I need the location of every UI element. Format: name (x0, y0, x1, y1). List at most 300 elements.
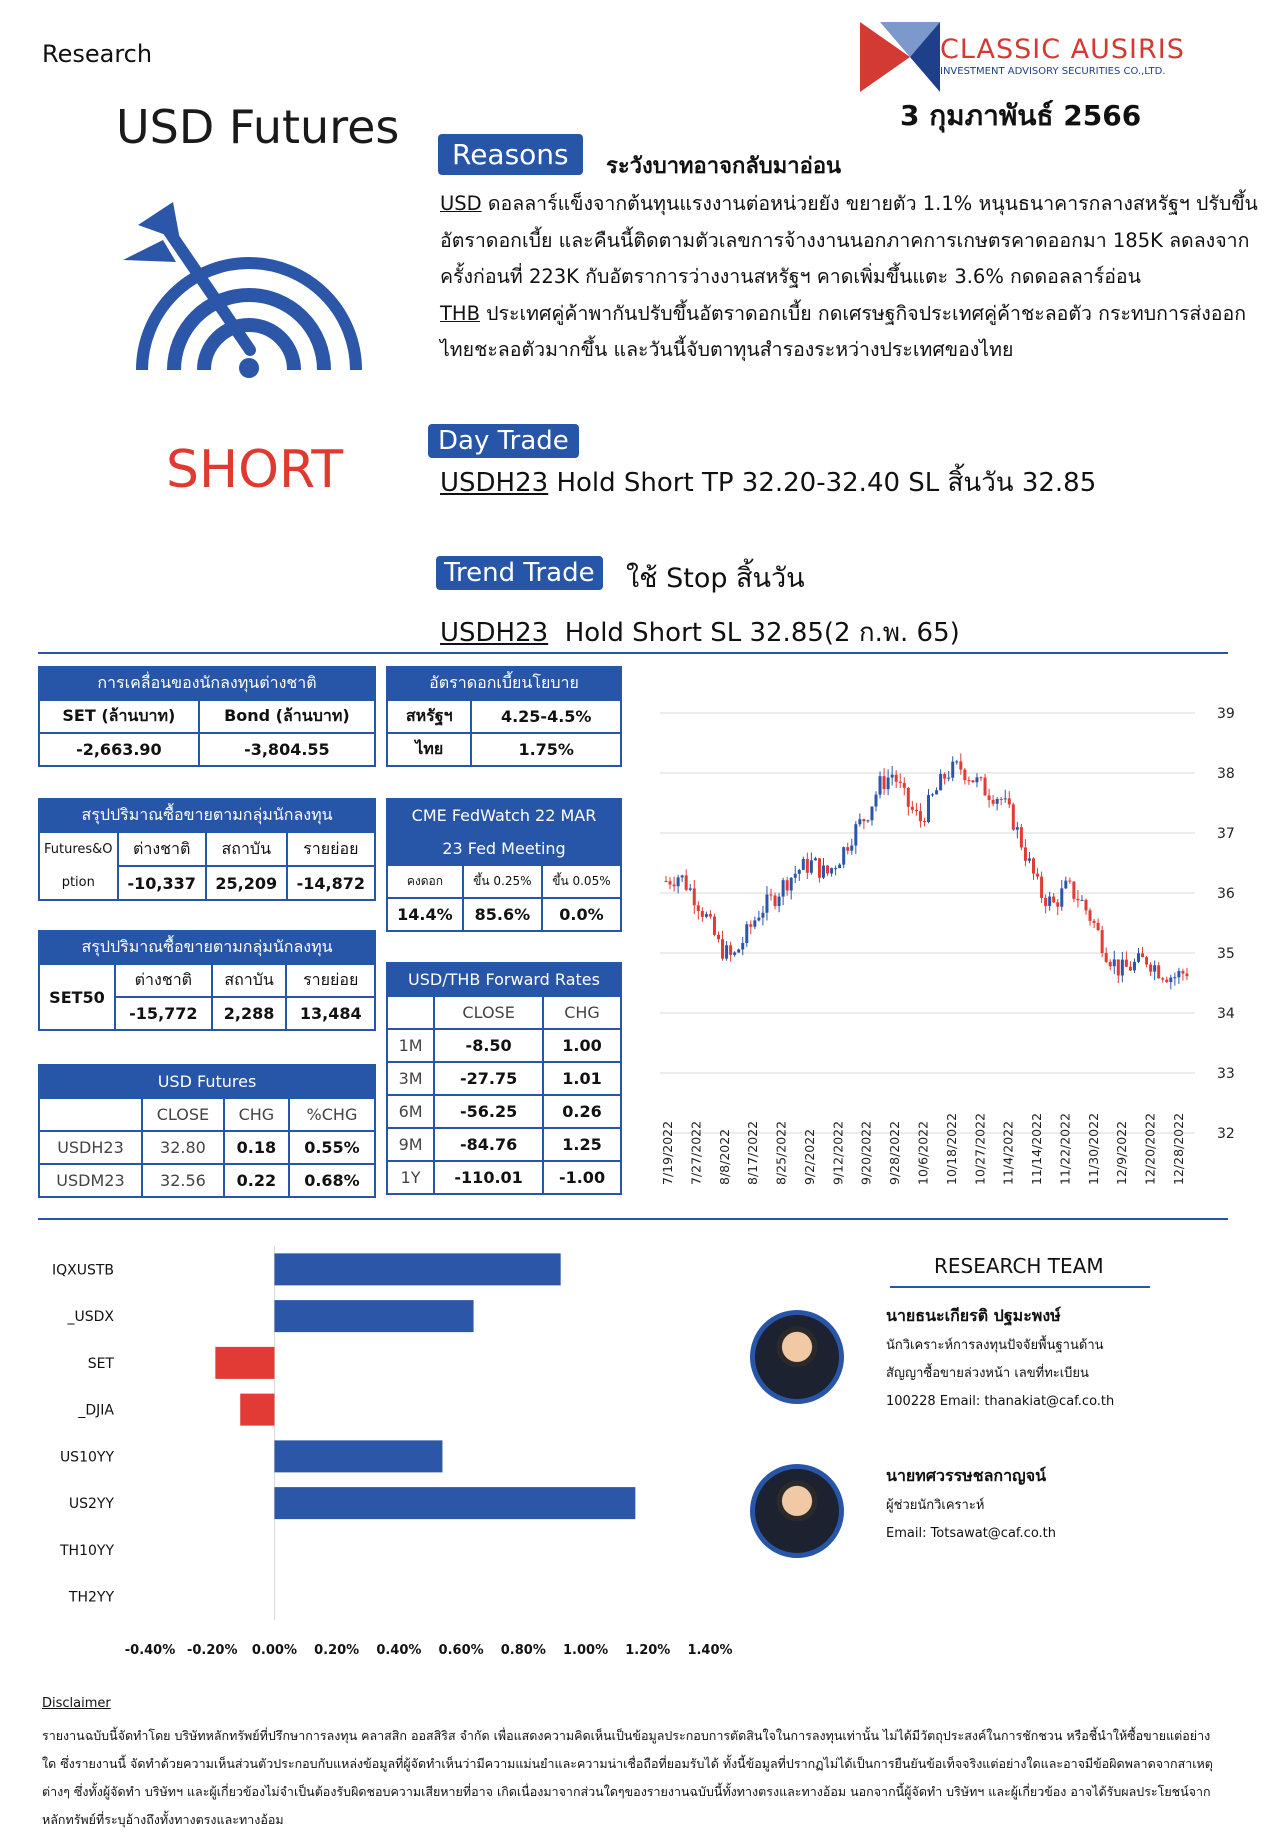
usd-futures-chg-header: CHG (224, 1098, 289, 1131)
candle-body (947, 778, 950, 779)
futures-flow-table (38, 798, 376, 901)
candle-body (1173, 977, 1176, 978)
bond-col-header: Bond (ล้านบาท) (199, 700, 375, 733)
forward-close: -84.76 (434, 1128, 543, 1161)
hike25-value: 85.6% (463, 898, 542, 931)
bar (240, 1394, 274, 1426)
y-tick-label: 37 (1217, 826, 1235, 842)
candle-body (685, 875, 688, 889)
bar (274, 1440, 442, 1472)
candle-body (1169, 978, 1172, 982)
x-tick-label: 0.60% (438, 1643, 484, 1658)
institution-header: สถาบัน (206, 832, 287, 866)
x-tick-label: 1.40% (687, 1643, 733, 1658)
candle-body (923, 821, 926, 822)
x-tick-label: 11/22/2022 (1057, 1112, 1073, 1185)
set-value: -2,663.90 (39, 733, 199, 766)
disclaimer-heading: Disclaimer (42, 1696, 111, 1711)
candle-body (834, 868, 837, 869)
usd-futures-pct-header: %CHG (289, 1098, 375, 1131)
bar (215, 1347, 274, 1379)
candle-body (1153, 965, 1156, 971)
candle-body (741, 943, 744, 949)
candle-body (1000, 799, 1003, 800)
set50-institution-value: 2,288 (212, 997, 287, 1030)
usd-futures-close-header: CLOSE (142, 1098, 224, 1131)
candle-body (996, 799, 999, 804)
set50-retail-header: รายย่อย (286, 964, 375, 997)
futures-flow-label-a: Futures&O (44, 842, 113, 857)
x-tick-label: 9/12/2022 (830, 1120, 846, 1185)
candle-body (1060, 888, 1063, 906)
candle-body (988, 795, 991, 800)
candle-body (875, 795, 878, 807)
candle-body (798, 870, 801, 874)
bar-category-label: SET (87, 1355, 114, 1372)
candle-body (939, 774, 942, 790)
usd-futures-close: 32.56 (142, 1164, 224, 1197)
x-tick-label: 10/18/2022 (943, 1112, 959, 1185)
target-icon (118, 200, 378, 380)
candle-body (870, 807, 873, 821)
analyst-2-name: นายทศวรรษชลกาญจน์ (886, 1466, 1046, 1485)
x-tick-label: 12/20/2022 (1142, 1112, 1158, 1185)
forward-close: -110.01 (434, 1161, 543, 1194)
candle-body (677, 877, 680, 886)
candle-body (782, 880, 785, 896)
x-tick-label: 10/27/2022 (972, 1112, 988, 1185)
x-tick-label: 8/25/2022 (773, 1120, 789, 1185)
candle-body (1080, 900, 1083, 901)
candle-body (1117, 959, 1120, 975)
candle-body (971, 780, 974, 782)
candle-body (761, 913, 764, 918)
forward-chg: 1.00 (543, 1029, 621, 1062)
usd-futures-pct: 0.68% (289, 1164, 375, 1197)
forward-chg: 1.01 (543, 1062, 621, 1095)
forward-chg: 0.26 (543, 1095, 621, 1128)
retail-value: -14,872 (287, 866, 375, 900)
candle-body (733, 952, 736, 954)
candle-body (919, 811, 922, 821)
candle-body (717, 935, 720, 939)
candle-body (838, 865, 841, 868)
x-tick-label: -0.40% (124, 1643, 176, 1658)
candle-body (673, 885, 676, 887)
us-rate-label: สหรัฐฯ (387, 700, 471, 733)
research-label: Research (42, 40, 153, 68)
candle-body (1177, 971, 1180, 977)
analyst-1-avatar (750, 1310, 844, 1404)
forward-close: -8.50 (434, 1029, 543, 1062)
bar-category-label: US2YY (68, 1496, 114, 1513)
candle-body (1109, 962, 1112, 966)
candle-body (697, 905, 700, 911)
bar-category-label: IQXUSTB (51, 1262, 114, 1279)
bar-category-label: US10YY (59, 1449, 114, 1466)
forward-tenor: 3M (387, 1062, 434, 1095)
candle-body (984, 778, 987, 796)
candle-body (737, 949, 740, 952)
candle-body (826, 866, 829, 874)
candle-body (1036, 874, 1039, 877)
usd-futures-chg: 0.22 (224, 1164, 289, 1197)
forward-tenor: 1Y (387, 1161, 434, 1194)
y-tick-label: 33 (1217, 1066, 1235, 1082)
hike05-value: 0.0% (542, 898, 621, 931)
hold-header: คงดอก (387, 865, 463, 898)
forward-close: -56.25 (434, 1095, 543, 1128)
x-tick-label: 11/30/2022 (1085, 1112, 1101, 1185)
usd-text: ดอลลาร์แข็งจากต้นทุนแรงงานต่อหน่วยยัง ขยายตัว 1.1% หนุนธนาคารกลางสหรัฐฯ ปรับขึ้นอัตราดอกเบี้ย และคืนนี้ติดตามตัวเลขการจ้างงานนอกภาคการเกษตรคาดออกมา 185K ลดลงจากครั้งก่อนที่ 223K กับอัตราการว่างงานสหรัฐฯ คาดเพิ่มขึ้นแตะ 3.6% กดดอลลาร์อ่อน (440, 192, 1258, 288)
candle-body (1052, 897, 1055, 903)
candle-body (931, 794, 934, 795)
reasons-tag: Reasons (438, 134, 583, 175)
usd-futures-close: 32.80 (142, 1131, 224, 1164)
candle-body (1056, 902, 1059, 906)
hike25-header: ขึ้น 0.25% (463, 865, 542, 898)
logo-subtitle: INVESTMENT ADVISORY SECURITIES CO.,LTD. (940, 66, 1166, 77)
candle-body (1141, 953, 1144, 957)
usd-futures-pct: 0.55% (289, 1131, 375, 1164)
candle-body (1157, 965, 1160, 978)
candle-body (927, 795, 930, 822)
candle-body (709, 914, 712, 916)
candle-body (1004, 798, 1007, 799)
x-tick-label: 8/8/2022 (716, 1128, 732, 1185)
policy-rate-table (386, 666, 622, 767)
candle-body (858, 819, 861, 824)
candle-body (770, 894, 773, 895)
foreign-header: ต่างชาติ (118, 832, 206, 866)
foreign-flow-title: การเคลื่อนของนักลงทุนต่างชาติ (39, 667, 375, 700)
candle-body (1024, 847, 1027, 860)
candle-body (963, 770, 966, 781)
x-tick-label: 0.40% (376, 1643, 422, 1658)
market-change-bar-chart (40, 1240, 733, 1680)
candle-body (1012, 804, 1015, 829)
trade-signal: SHORT (166, 440, 344, 500)
bar-category-label: TH2YY (68, 1589, 114, 1606)
x-tick-label: 1.00% (563, 1643, 609, 1658)
candle-body (959, 761, 962, 769)
forward-close-header: CLOSE (434, 996, 543, 1029)
analyst-1-role: นักวิเคราะห์การลงทุนปัจจัยพื้นฐานด้าน (886, 1338, 1104, 1353)
candle-body (842, 847, 845, 864)
x-tick-label: 0.80% (500, 1643, 546, 1658)
set50-foreign-value: -15,772 (115, 997, 212, 1030)
x-tick-label: 1.20% (625, 1643, 671, 1658)
forward-rates-table (386, 962, 622, 1195)
candle-body (1121, 960, 1124, 976)
trend-trade-headline: ใช้ Stop สิ้นวัน (626, 563, 805, 594)
set50-flow-table (38, 930, 376, 1031)
candle-body (665, 881, 668, 882)
candle-body (1040, 877, 1043, 898)
candle-body (814, 858, 817, 860)
reasons-headline: ระวังบาทอาจกลับมาอ่อน (606, 154, 842, 179)
bar-category-label: _USDX (67, 1309, 114, 1326)
candle-body (1161, 978, 1164, 979)
day-trade-text: Hold Short TP 32.20-32.40 SL สิ้นวัน 32.85 (548, 468, 1097, 498)
candle-body (1145, 957, 1148, 964)
forward-tenor: 1M (387, 1029, 434, 1062)
candle-body (774, 895, 777, 906)
analyst-1-email: 100228 Email: thanakiat@caf.co.th (886, 1394, 1115, 1409)
candle-body (1097, 923, 1100, 930)
candle-body (689, 888, 692, 889)
set50-row-label: SET50 (39, 964, 115, 1030)
th-rate-label: ไทย (387, 733, 471, 766)
candle-body (725, 945, 728, 958)
y-tick-label: 35 (1217, 946, 1235, 962)
th-rate-value: 1.75% (471, 733, 621, 766)
candle-body (1068, 881, 1071, 882)
candle-body (1185, 974, 1188, 977)
x-tick-label: 12/9/2022 (1114, 1120, 1130, 1185)
usd-label: USD (440, 192, 482, 215)
us-rate-value: 4.25-4.5% (471, 700, 621, 733)
thb-text: ประเทศคู่ค้าพากันปรับขึ้นอัตราดอกเบี้ย กดเศรษฐกิจประเทศคู่ค้าชะลอตัว กระทบการส่งออกไทยชะลอตัวมากขึ้น และวันนี้จับตาทุนสำรองระหว่างประเทศของไทย (440, 301, 1247, 361)
usd-futures-title: USD Futures (39, 1065, 375, 1098)
candle-body (866, 820, 869, 821)
y-tick-label: 34 (1217, 1006, 1235, 1022)
candle-body (992, 800, 995, 804)
candle-body (967, 780, 970, 781)
candle-body (778, 897, 781, 906)
candle-body (1076, 899, 1079, 900)
analyst-1-name: นายธนะเกียรติ ปฐมะพงษ์ (886, 1306, 1061, 1325)
candle-body (729, 945, 732, 955)
logo-name: CLASSIC AUSIRIS (940, 34, 1185, 65)
usdthb-candlestick-chart (650, 665, 1250, 1205)
day-trade-tag: Day Trade (428, 424, 579, 458)
bar (274, 1487, 635, 1519)
candle-body (935, 790, 938, 794)
foreign-flow-table (38, 666, 376, 767)
candle-body (1133, 962, 1136, 971)
research-team-underline (890, 1286, 1150, 1288)
futures-flow-title: สรุปปริมาณซื้อขายตามกลุ่มนักลงทุน (39, 799, 375, 832)
candle-body (1072, 882, 1075, 899)
table-row (387, 1062, 621, 1095)
table-row (387, 1128, 621, 1161)
candle-body (899, 782, 902, 783)
usd-futures-symbol: USDH23 (39, 1131, 142, 1164)
x-tick-label: 0.20% (314, 1643, 360, 1658)
forward-tenor: 9M (387, 1128, 434, 1161)
x-tick-label: 7/27/2022 (688, 1120, 704, 1185)
candle-body (1085, 900, 1088, 910)
day-trade-body (440, 462, 1096, 503)
candle-body (883, 776, 886, 789)
trend-trade-text: Hold Short SL 32.85(2 ก.พ. 65) (548, 618, 960, 648)
candle-body (907, 788, 910, 807)
fedwatch-table (386, 798, 622, 932)
trend-trade-body (440, 612, 960, 653)
candle-body (806, 859, 809, 873)
candle-body (980, 777, 983, 778)
candle-body (1048, 897, 1051, 906)
candle-body (1149, 964, 1152, 971)
table-row (387, 1161, 621, 1194)
candle-body (818, 858, 821, 877)
candle-body (915, 810, 918, 811)
foreign-value: -10,337 (118, 866, 206, 900)
forward-chg: -1.00 (543, 1161, 621, 1194)
policy-rate-title: อัตราดอกเบี้ยนโยบาย (387, 667, 621, 700)
candle-body (975, 777, 978, 782)
candle-body (790, 878, 793, 891)
candle-body (1028, 858, 1031, 860)
forward-tenor: 6M (387, 1095, 434, 1128)
candle-body (850, 846, 853, 851)
day-trade-symbol: USDH23 (440, 468, 549, 498)
divider-top (38, 652, 1228, 654)
forward-blank-header (387, 996, 434, 1029)
bar (274, 1300, 473, 1332)
trend-trade-tag: Trend Trade (436, 556, 603, 590)
usd-futures-chg: 0.18 (224, 1131, 289, 1164)
candle-body (1016, 827, 1019, 830)
table-row (387, 1095, 621, 1128)
x-tick-label: 12/28/2022 (1171, 1112, 1186, 1185)
set50-institution-header: สถาบัน (212, 964, 287, 997)
set50-flow-title: สรุปปริมาณซื้อขายตามกลุ่มนักลงทุน (39, 931, 375, 964)
analyst-2-email: Email: Totsawat@caf.co.th (886, 1526, 1057, 1541)
candle-body (705, 914, 708, 917)
y-tick-label: 39 (1217, 706, 1235, 722)
x-tick-label: 11/14/2022 (1029, 1112, 1045, 1185)
forward-close: -27.75 (434, 1062, 543, 1095)
candle-body (1044, 898, 1047, 906)
trend-trade-symbol: USDH23 (440, 618, 549, 648)
bar-category-label: TH10YY (60, 1542, 114, 1559)
table-row (387, 1029, 621, 1062)
y-tick-label: 32 (1217, 1126, 1235, 1142)
y-tick-label: 36 (1217, 886, 1235, 902)
reasons-body (440, 186, 1270, 369)
candle-body (1125, 960, 1128, 967)
analyst-2-avatar (750, 1464, 844, 1558)
forward-chg-header: CHG (543, 996, 621, 1029)
candle-body (879, 776, 882, 794)
candle-body (757, 918, 760, 921)
research-team-title: RESEARCH TEAM (934, 1254, 1104, 1278)
candle-body (951, 762, 954, 778)
x-tick-label: 9/2/2022 (801, 1128, 817, 1185)
retail-header: รายย่อย (287, 832, 375, 866)
forward-rates-title: USD/THB Forward Rates (387, 963, 621, 996)
candle-body (745, 924, 748, 943)
candle-body (1032, 858, 1035, 873)
x-tick-label: 9/28/2022 (887, 1120, 903, 1185)
usd-futures-symbol: USDM23 (39, 1164, 142, 1197)
analyst-2-role: ผู้ช่วยนักวิเคราะห์ (886, 1498, 985, 1513)
x-tick-label: 8/17/2022 (745, 1120, 761, 1185)
candle-body (1101, 930, 1104, 953)
candle-body (1008, 798, 1011, 804)
x-tick-label: 0.00% (251, 1643, 297, 1658)
candle-body (786, 880, 789, 890)
candle-body (681, 875, 684, 877)
candle-body (1064, 881, 1067, 889)
candle-body (721, 939, 724, 958)
candle-body (1020, 827, 1023, 847)
candle-body (943, 774, 946, 779)
usd-futures-table (38, 1064, 376, 1198)
set50-retail-value: 13,484 (286, 997, 375, 1030)
forward-chg: 1.25 (543, 1128, 621, 1161)
candle-body (895, 775, 898, 782)
x-tick-label: 9/20/2022 (858, 1120, 874, 1185)
candle-body (830, 868, 833, 873)
disclaimer-text: รายงานฉบับนี้จัดทำโดย บริษัทหลักทรัพย์ที่ปรึกษาการลงทุน คลาสสิก ออสสิริส จำกัด เพื่อแสดงความคิดเห็นเป็นข้อมูลประกอบการตัดสินใจในการลงทุนเท่านั้น ไม่ได้มีวัตถุประสงค์ในการชักชวน หรือชี้นำให้ซื้อขายแต่อย่างใด ซึ่งรายงานนี้ จัดทำด้วยความเห็นส่วนตัวประกอบกับแหล่งข้อมูลที่ผู้จัดทำเห็นว่ามีความแม่นยำและความน่าเชื่อถือที่ยอมรับได้ ทั้งนี้ข้อมูลที่ปรากฏไม่ได้เป็นการยืนยันข้อเท็จจริงแต่อย่างใดและอาจมีข้อผิดพลาดจากสาเหตุต่างๆ ซึ่งทั้งผู้จัดทำ บริษัทฯ และผู้เกี่ยวข้องไม่จำเป็นต้องรับผิดชอบความเสียหายที่อาจ เกิดเนื่องมาจากส่วนใดๆของรายงานฉบับนี้ทั้งทางตรงและทางอ้อม นอกจากนี้ผู้จัดทำ บริษัทฯ และผู้เกี่ยวข้อง อาจได้รับผลประโยชน์จากหลักทรัพย์ที่ระบุอ้างถึงทั้งทางตรงและทางอ้อม (42, 1728, 1213, 1827)
report-date: 3 กุมภาพันธ์ 2566 (900, 99, 1142, 132)
candle-body (802, 859, 805, 870)
candle-body (753, 920, 756, 926)
candle-body (1165, 980, 1168, 982)
analyst-2-info (886, 1492, 1056, 1548)
analyst-1-info (886, 1332, 1114, 1416)
candle-body (1129, 967, 1132, 971)
set50-foreign-header: ต่างชาติ (115, 964, 212, 997)
candle-body (810, 860, 813, 872)
x-tick-label: -0.20% (186, 1643, 238, 1658)
y-tick-label: 38 (1217, 766, 1235, 782)
candle-body (749, 924, 752, 926)
candle-body (1137, 953, 1140, 961)
candle-body (891, 775, 894, 778)
fedwatch-title-1: CME FedWatch 22 MAR (387, 799, 621, 832)
candle-body (1089, 910, 1092, 920)
bond-value: -3,804.55 (199, 733, 375, 766)
futures-flow-row-label (39, 832, 118, 900)
candle-body (862, 819, 865, 821)
candle-body (887, 777, 890, 789)
divider-middle (38, 1218, 1228, 1220)
institution-value: 25,209 (206, 866, 287, 900)
candle-body (1105, 953, 1108, 962)
fedwatch-title-2: 23 Fed Meeting (387, 832, 621, 865)
candle-body (669, 881, 672, 884)
set-col-header: SET (ล้านบาท) (39, 700, 199, 733)
candle-body (701, 911, 704, 917)
table-row (39, 1164, 375, 1197)
x-tick-label: 10/6/2022 (915, 1120, 931, 1185)
candle-body (1113, 959, 1116, 966)
candle-body (794, 874, 797, 878)
candle-body (822, 866, 825, 878)
candle-body (846, 847, 849, 851)
candle-body (911, 807, 914, 810)
usd-futures-blank-header (39, 1098, 142, 1131)
candle-body (765, 894, 768, 912)
candle-body (713, 917, 716, 935)
candle-body (854, 824, 857, 845)
hold-value: 14.4% (387, 898, 463, 931)
futures-flow-label-b: ption (61, 875, 95, 890)
table-row (39, 1131, 375, 1164)
x-tick-label: 11/4/2022 (1000, 1120, 1016, 1185)
candle-body (1181, 971, 1184, 974)
page-title: USD Futures (116, 100, 400, 154)
bar-category-label: _DJIA (78, 1402, 114, 1419)
candle-body (693, 888, 696, 905)
candle-body (955, 761, 958, 762)
candle-body (1093, 921, 1096, 923)
bar (274, 1253, 560, 1285)
